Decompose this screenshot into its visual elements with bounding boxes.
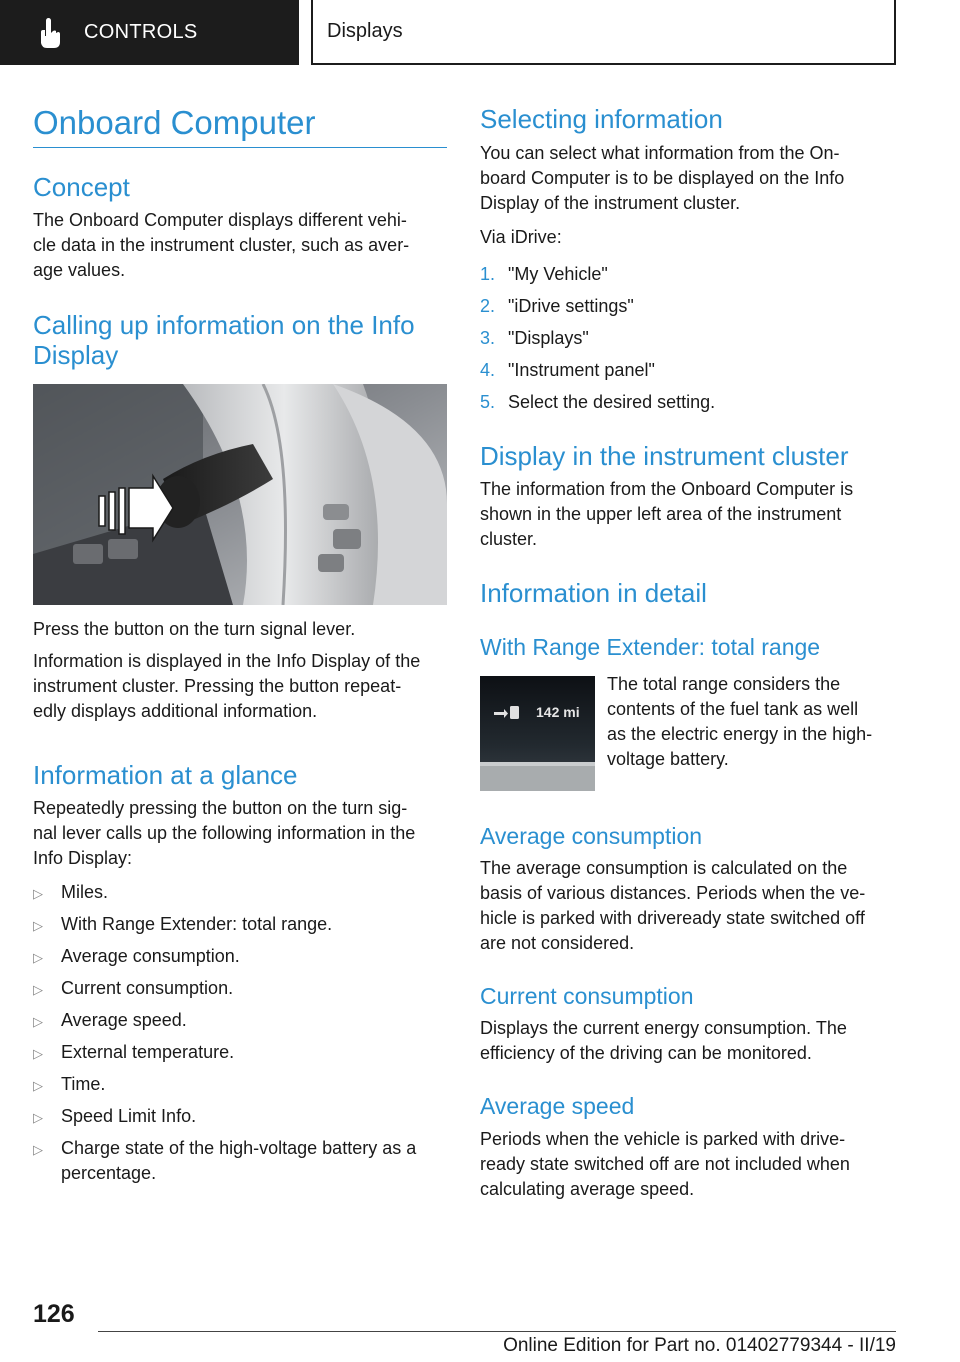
- step-number: 1.: [480, 264, 496, 284]
- step-text: "Displays": [508, 328, 589, 348]
- step-number: 4.: [480, 360, 496, 380]
- edition-note: Online Edition for Part no. 01402779344 - II/19: [503, 1335, 896, 1356]
- step-number: 3.: [480, 328, 496, 348]
- text-line: edly displays additional information.: [33, 701, 318, 721]
- current-consumption-text: [480, 1016, 847, 1066]
- heading-current-consumption: Current consumption: [480, 983, 694, 1009]
- text-line: cluster.: [480, 529, 538, 549]
- bullet-marker-icon: ▷: [33, 918, 43, 933]
- text-line: nal lever calls up the following information in the: [33, 823, 416, 843]
- list-item-text: Miles.: [61, 882, 109, 902]
- step-text: "Instrument panel": [508, 360, 655, 380]
- list-item-text: Time.: [61, 1074, 106, 1094]
- text-line: cle data in the instrument cluster, such as aver-: [33, 235, 410, 255]
- title-rule: [33, 147, 447, 148]
- header-section-label: CONTROLS: [84, 21, 198, 43]
- text-line: Info Display:: [33, 848, 133, 868]
- text-line: board Computer is to be displayed on the Info: [480, 168, 845, 188]
- step-text: Select the desired setting.: [508, 392, 716, 412]
- step-text: "My Vehicle": [508, 264, 608, 284]
- calling-text-1: Press the button on the turn signal lever.: [33, 619, 356, 639]
- text-line: The total range considers the: [607, 674, 841, 694]
- heading-selecting-information: Selecting information: [480, 104, 723, 134]
- heading-display-in-cluster: Display in the instrument cluster: [480, 441, 849, 471]
- calling-text-2: [33, 649, 420, 724]
- total-range-text: [607, 672, 872, 772]
- header-title-box: [311, 0, 896, 65]
- selecting-text: [480, 141, 844, 216]
- text-line: The information from the Onboard Computer is: [480, 479, 854, 499]
- cluster-range-display: [480, 676, 595, 791]
- glance-intro: [33, 796, 415, 871]
- concept-text: [33, 208, 409, 283]
- list-item-text: Average consumption.: [61, 946, 240, 966]
- display-text: [480, 477, 853, 552]
- text-line: The Onboard Computer displays different vehi-: [33, 210, 407, 230]
- bullet-marker-icon: ▷: [33, 950, 43, 965]
- text-line: The average consumption is calculated on the: [480, 858, 848, 878]
- footer-rule: [98, 1331, 896, 1332]
- list-item-text: percentage.: [61, 1163, 157, 1183]
- list-item-text: With Range Extender: total range.: [61, 914, 333, 934]
- bullet-marker-icon: ▷: [33, 982, 43, 997]
- bullet-marker-icon: ▷: [33, 886, 43, 901]
- cluster-range-value: 142 mi: [536, 704, 580, 720]
- heading-average-speed: Average speed: [480, 1093, 635, 1119]
- list-item-text: Current consumption.: [61, 978, 234, 998]
- heading-at-a-glance: Information at a glance: [33, 760, 298, 790]
- text-line: are not considered.: [480, 933, 635, 953]
- text-line: voltage battery.: [607, 749, 729, 769]
- page-title: Onboard Computer: [33, 104, 316, 141]
- bullet-marker-icon: ▷: [33, 1078, 43, 1093]
- text-line: Information is displayed in the Info Display of the: [33, 651, 421, 671]
- list-item-text: External temperature.: [61, 1042, 235, 1062]
- turn-signal-lever-photo: [33, 384, 447, 605]
- average-speed-text: [480, 1127, 850, 1202]
- via-idrive: Via iDrive:: [480, 227, 562, 247]
- list-item-text: Speed Limit Info.: [61, 1106, 197, 1126]
- heading-concept: Concept: [33, 172, 130, 202]
- text-line: age values.: [33, 260, 126, 280]
- heading-information-in-detail: Information in detail: [480, 578, 707, 608]
- text-line: instrument cluster. Pressing the button repeat-: [33, 676, 402, 696]
- text-line: efficiency of the driving can be monitored.: [480, 1043, 812, 1063]
- text-line: Displays the current energy consumption. The: [480, 1018, 847, 1038]
- bullet-marker-icon: ▷: [33, 1110, 43, 1125]
- text-line: ready state switched off are not included when: [480, 1154, 850, 1174]
- heading-total-range: With Range Extender: total range: [480, 634, 821, 660]
- list-item-text: Average speed.: [61, 1010, 187, 1030]
- heading-average-consumption: Average consumption: [480, 823, 703, 849]
- step-text: "iDrive settings": [508, 296, 634, 316]
- bullet-marker-icon: ▷: [33, 1142, 43, 1157]
- text-line: hicle is parked with driveready state switched off: [480, 908, 865, 928]
- step-number: 2.: [480, 296, 496, 316]
- heading-calling-up: [33, 310, 415, 370]
- text-line: shown in the upper left area of the instrument: [480, 504, 842, 524]
- text-line: basis of various distances. Periods when the ve-: [480, 883, 866, 903]
- text-line: as the electric energy in the high-: [607, 724, 873, 744]
- text-line: calculating average speed.: [480, 1179, 695, 1199]
- average-consumption-text: [480, 856, 865, 956]
- text-line: Periods when the vehicle is parked with drive-: [480, 1129, 846, 1149]
- page-number: 126: [33, 1300, 75, 1328]
- heading-line: Calling up information on the Info: [33, 310, 415, 340]
- text-line: Display of the instrument cluster.: [480, 193, 741, 213]
- hand-pointer-icon: [38, 18, 64, 48]
- bullet-marker-icon: ▷: [33, 1014, 43, 1029]
- list-item-text: Charge state of the high-voltage battery as a: [61, 1138, 417, 1158]
- text-line: contents of the fuel tank as well: [607, 699, 859, 719]
- header-title: Displays: [327, 20, 403, 42]
- header-section-tab: [0, 0, 299, 65]
- text-line: Repeatedly pressing the button on the turn sig-: [33, 798, 408, 818]
- bullet-marker-icon: ▷: [33, 1046, 43, 1061]
- text-line: You can select what information from the On-: [480, 143, 840, 163]
- heading-line: Display: [33, 340, 119, 370]
- step-number: 5.: [480, 392, 496, 412]
